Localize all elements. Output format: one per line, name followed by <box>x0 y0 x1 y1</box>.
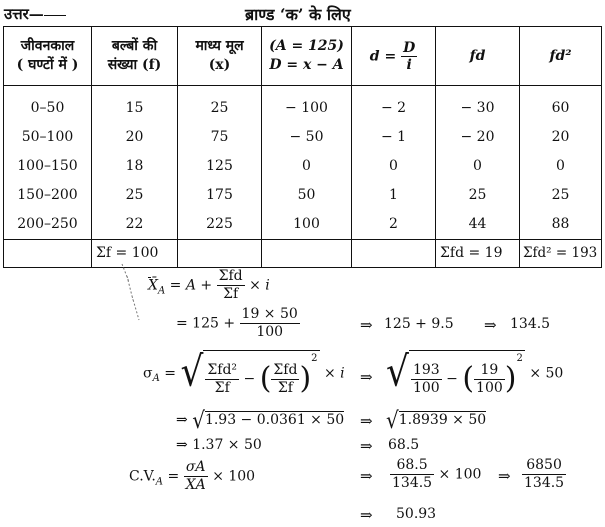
table-cell: 2 <box>352 210 436 240</box>
cv-result: 50.93 <box>396 506 437 522</box>
col-header-lifetime: जीवनकाल ( घण्टों में ) <box>4 27 92 86</box>
table-cell: 75 <box>178 123 262 152</box>
mean-step2: 125 + 9.5 <box>384 316 454 332</box>
implies-arrow: ⇒ <box>360 316 373 334</box>
table-cell: 25 <box>436 181 520 210</box>
cv-step2: $\frac{6850}{134.5}$ <box>524 457 565 491</box>
table-cell: 150–200 <box>4 181 92 210</box>
table-cell: 0–50 <box>4 86 92 124</box>
table-cell: − 20 <box>436 123 520 152</box>
table-cell: 15 <box>92 86 178 124</box>
cv-step1: $\frac{68.5}{134.5}$ × 100 <box>392 457 482 491</box>
table-cell: 0 <box>436 152 520 181</box>
table-cell: 0 <box>262 152 352 181</box>
table-cell: − 1 <box>352 123 436 152</box>
table-cell: 60 <box>520 86 602 124</box>
table-cell: − 30 <box>436 86 520 124</box>
frequency-table <box>3 26 602 268</box>
sd-result: 68.5 <box>388 437 420 453</box>
pencil-mark <box>120 262 142 324</box>
sd-formula: $\sigma_A$ = √ $\frac{\text{Σfd²}}{\Sigma f}$ − ( $\frac{\text{Σfd}}{\Sigma f}$ )$^2$ × i <box>143 349 345 397</box>
sqrt-icon: √ <box>192 406 205 434</box>
implies-arrow: ⇒ <box>360 368 373 386</box>
table-cell: − 50 <box>262 123 352 152</box>
col-header-step-deviation: d = $\frac{D}{i}$ <box>352 27 436 86</box>
answer-label: उत्तर— <box>4 5 44 23</box>
sqrt-icon: √ <box>386 349 409 397</box>
table-cell: 225 <box>178 210 262 240</box>
table-cell <box>352 240 436 268</box>
col-header-fd: fd <box>436 27 520 86</box>
table-cell: 50 <box>262 181 352 210</box>
table-cell: 25 <box>92 181 178 210</box>
sd-step2b: √1.8939 × 50 <box>386 406 487 434</box>
cv-formula: $C.V._A$ = $\frac{\sigma A}{X̄A}$ × 100 <box>129 459 256 493</box>
table-cell: 25 <box>178 86 262 124</box>
implies-arrow: ⇒ <box>498 467 511 485</box>
col-header-midpoint: माध्य मूल (x) <box>178 27 262 86</box>
table-cell: 88 <box>520 210 602 240</box>
sd-values: √ $\frac{193}{100}$ − ( $\frac{19}{100}$ )$^2$ × 50 <box>386 349 564 397</box>
table-cell <box>4 240 92 268</box>
table-cell: 22 <box>92 210 178 240</box>
mean-step1: = 125 + $\frac{19 \times 50}{100}$ <box>176 306 298 340</box>
mean-formula: $X̄_A = A$ + $\frac{\text{Σfd}}{\Sigma f}$ × i <box>148 268 270 302</box>
step-deviation-fraction: $\frac{D}{i}$ <box>403 39 416 73</box>
table-cell: 100–150 <box>4 152 92 181</box>
sd-step2: ⇒ √1.93 − 0.0361 × 50 <box>176 406 345 434</box>
table-cell: 1 <box>352 181 436 210</box>
implies-arrow: ⇒ <box>360 467 373 485</box>
answer-underline <box>44 15 66 16</box>
implies-arrow: ⇒ <box>360 506 373 524</box>
implies-arrow: ⇒ <box>360 412 373 430</box>
total-fd2: Σfd² = 193 <box>520 240 602 268</box>
sum-fd-over-sum-f: $\frac{\text{Σfd}}{\Sigma f}$ <box>218 268 243 302</box>
table-row <box>4 123 602 152</box>
mean-result: 134.5 <box>510 316 551 332</box>
implies-arrow: ⇒ <box>360 437 373 455</box>
table-cell: 20 <box>520 123 602 152</box>
sd-step3: ⇒ 1.37 × 50 <box>176 437 262 453</box>
table-cell: 0 <box>352 152 436 181</box>
table-cell: 125 <box>178 152 262 181</box>
table-cell: − 100 <box>262 86 352 124</box>
table-header-row <box>4 27 602 86</box>
table-cell: 50–100 <box>4 123 92 152</box>
table-cell: 100 <box>262 210 352 240</box>
table-row <box>4 181 602 210</box>
table-title: ब्राण्ड ‘क’ के लिए <box>245 5 351 24</box>
table-cell: 25 <box>520 181 602 210</box>
total-fd: Σfd = 19 <box>436 240 520 268</box>
table-row <box>4 210 602 240</box>
table-cell: − 2 <box>352 86 436 124</box>
col-header-deviation: (A = 125) D = x − A <box>262 27 352 86</box>
col-header-bulb-count: बल्बों की संख्या (f) <box>92 27 178 86</box>
table-cell: 20 <box>92 123 178 152</box>
col-header-fd2: fd² <box>520 27 602 86</box>
table-cell <box>262 240 352 268</box>
table-cell: 200–250 <box>4 210 92 240</box>
table-cell <box>178 240 262 268</box>
table-cell: 44 <box>436 210 520 240</box>
total-f: Σf = 100 <box>92 240 178 268</box>
totals-row <box>4 240 602 268</box>
sqrt-icon: √ <box>180 349 204 397</box>
table-cell: 0 <box>520 152 602 181</box>
table-cell: 18 <box>92 152 178 181</box>
implies-arrow: ⇒ <box>484 316 497 334</box>
sqrt-icon: √ <box>386 406 399 434</box>
table-cell: 175 <box>178 181 262 210</box>
table-row <box>4 86 602 124</box>
table-row <box>4 152 602 181</box>
